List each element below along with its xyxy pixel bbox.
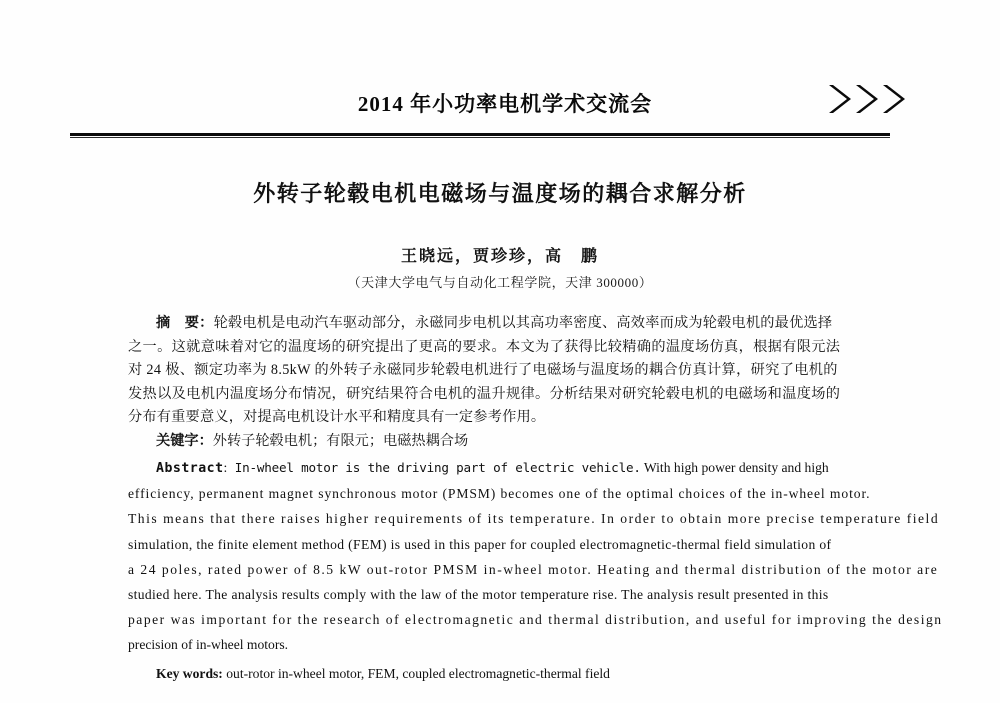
chevron-group-icon (827, 82, 907, 116)
abstract-cn-line-3: 对 24 极、额定功率为 8.5kW 的外转子永磁同步轮毂电机进行了电磁场与温度场的耦合仿真计算，研究了电机的 (128, 362, 838, 378)
abstract-en-colon: : (223, 460, 228, 475)
running-header (0, 88, 1000, 144)
abstract-en-text-1: With high power density and high (640, 460, 829, 475)
header-divider-rule-secondary (70, 137, 890, 138)
abstract-cn-label: 摘 要： (156, 315, 214, 331)
running-header-title: 2014 年小功率电机学术交流会 (357, 92, 653, 116)
header-divider-rule (70, 133, 890, 136)
abstract-en-line-6: studied here. The analysis results comply with the law of the motor temperature rise. The analysis result presented in this (128, 587, 829, 603)
abstract-en-line-4: simulation, the finite element method (FEM) is used in this paper for coupled electromagnetic-thermal field simulation of (128, 536, 832, 552)
page-title: 外转子轮毂电机电磁场与温度场的耦合求解分析 (253, 181, 747, 206)
chevron-right-icon-3 (881, 82, 907, 116)
abstract-en-line-1 (128, 455, 872, 481)
abstract-en-line-8: precision of in-wheel motors. (128, 637, 289, 653)
chevron-right-icon-1 (827, 82, 853, 116)
keywords-en-label: Key words: (156, 665, 223, 681)
abstract-cn-text-1: 轮毂电机是电动汽车驱动部分，永磁同步电机以其高功率密度、高效率而成为轮毂电机的最优选择 (213, 315, 833, 331)
abstract-en-line-5: a 24 poles, rated power of 8.5 kW out-rotor PMSM in-wheel motor. Heating and thermal distribution of the motor are (128, 561, 939, 577)
abstract-cn-line-2: 之一。这就意味着对它的温度场的研究提出了更高的要求。本文为了获得比较精确的温度场仿真，根据有限元法 (128, 338, 841, 355)
keywords-cn-label: 关键字： (156, 432, 213, 449)
keywords-cn-row (128, 430, 872, 454)
abstract-body (128, 312, 943, 686)
abstract-en-line-3: This means that there raises higher requirements of its temperature. In order to obtain more precise temperature field (128, 511, 940, 527)
abstract-en-label: Abstract (156, 461, 224, 476)
abstract-cn-line-5: 分布有重要意义，对提高电机设计水平和精度具有一定参考作用。 (128, 409, 546, 425)
abstract-en (128, 455, 943, 658)
author-affiliation: （天津大学电气与自动化工程学院，天津 300000） (347, 275, 653, 290)
keywords-cn-value: 外转子轮毂电机；有限元；电磁热耦合场 (212, 432, 469, 449)
chevron-right-icon-2 (854, 82, 880, 116)
keywords-en-row (128, 661, 872, 686)
abstract-en-line-7: paper was important for the research of electromagnetic and thermal distribution, and useful for improving the design (128, 612, 943, 628)
author-list: 王晓远，贾珍珍，高 鹏 (400, 248, 599, 265)
keywords-en-value: out-rotor in-wheel motor, FEM, coupled electromagnetic-thermal field (222, 665, 610, 681)
abstract-en-lead: In-wheel motor is the driving part of electric vehicle. (227, 460, 641, 475)
abstract-en-line-2: efficiency, permanent magnet synchronous motor (PMSM) becomes one of the optimal choices of the in-wheel motor. (128, 486, 871, 502)
abstract-cn-line-4: 发热以及电机内温度场分布情况，研究结果符合电机的温升规律。分析结果对研究轮毂电机的电磁场和温度场的 (128, 385, 841, 402)
abstract-cn-line-1 (128, 312, 872, 336)
